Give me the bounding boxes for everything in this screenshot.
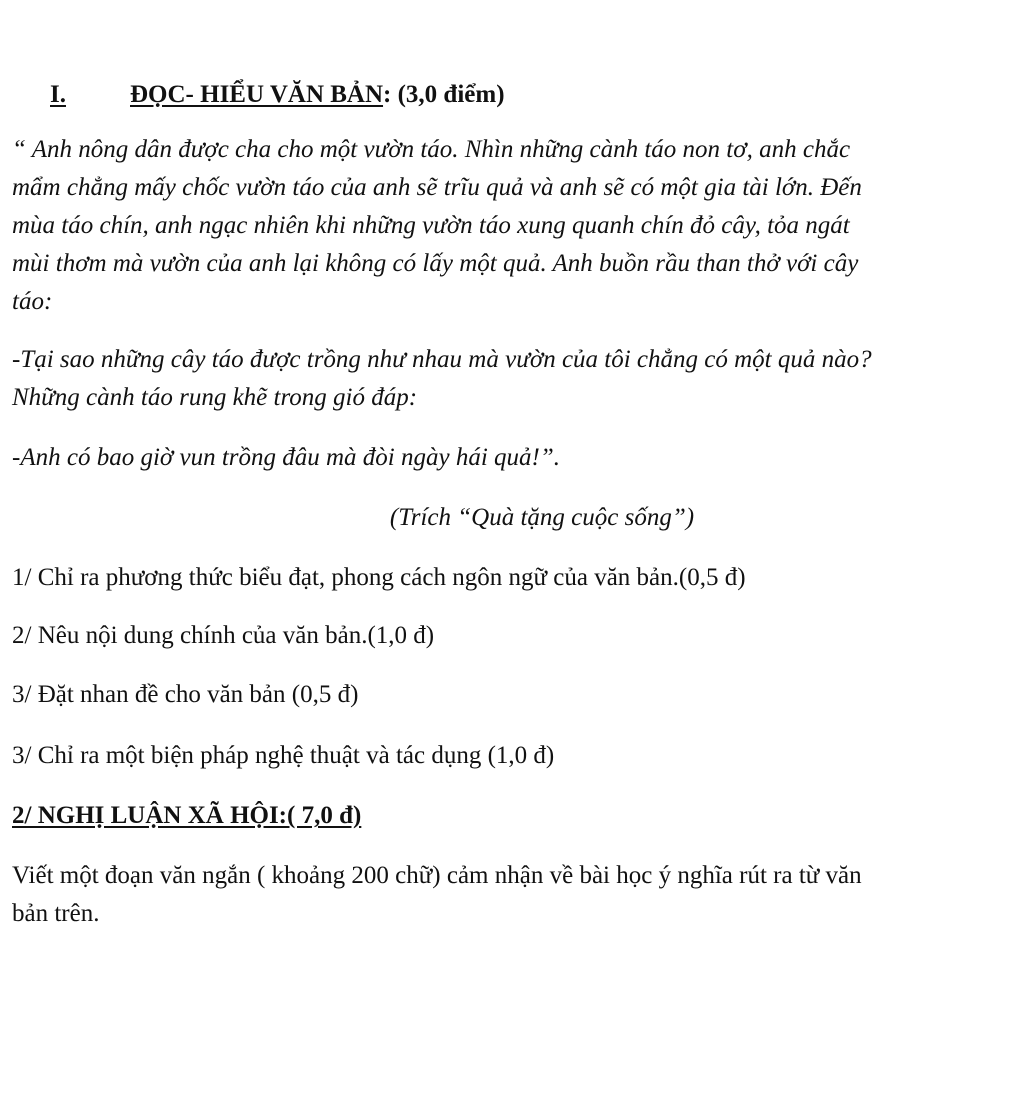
passage-question-line: Những cành táo rung khẽ trong gió đáp:	[12, 384, 418, 411]
question-item: 1/ Chỉ ra phương thức biểu đạt, phong cách ngôn ngữ của văn bản.(0,5 đ)	[12, 564, 746, 591]
question-item: 3/ Chỉ ra một biện pháp nghệ thuật và tác dụng (1,0 đ)	[12, 742, 555, 769]
passage-question-line: -Tại sao những cây táo được trồng như nhau mà vườn của tôi chẳng có một quả nào?	[12, 346, 872, 373]
essay-prompt-line: Viết một đoạn văn ngắn ( khoảng 200 chữ) cảm nhận về bài học ý nghĩa rút ra từ văn	[12, 862, 862, 889]
passage-answer-line: -Anh có bao giờ vun trồng đâu mà đòi ngày hái quả!”.	[12, 444, 561, 471]
question-item: 3/ Đặt nhan đề cho văn bản (0,5 đ)	[12, 681, 359, 708]
question-item: 2/ Nêu nội dung chính của văn bản.(1,0 đ)	[12, 622, 435, 649]
passage-line: táo:	[12, 288, 53, 315]
essay-prompt-line: bản trên.	[12, 900, 100, 927]
section2-title: 2/ NGHỊ LUẬN XÃ HỘI:( 7,0 đ)	[12, 802, 362, 829]
passage-line: mẩm chẳng mấy chốc vườn táo của anh sẽ trĩu quả và anh sẽ có một gia tài lớn. Đến	[12, 174, 862, 201]
section-heading	[130, 80, 505, 110]
passage-line: “ Anh nông dân được cha cho một vườn táo. Nhìn những cành táo non tơ, anh chắc	[12, 136, 851, 163]
section-score: : (3,0 điểm)	[383, 81, 505, 108]
section-title: ĐỌC- HIỂU VĂN BẢN	[130, 81, 384, 108]
passage-line: mùa táo chín, anh ngạc nhiên khi những vườn táo xung quanh chín đỏ cây, tỏa ngát	[12, 212, 850, 239]
passage-source: (Trích “Quà tặng cuộc sống”)	[389, 504, 695, 531]
section-number: I.	[50, 81, 66, 108]
passage-line: mùi thơm mà vườn của anh lại không có lấy một quả. Anh buồn rầu than thở với cây	[12, 250, 859, 277]
